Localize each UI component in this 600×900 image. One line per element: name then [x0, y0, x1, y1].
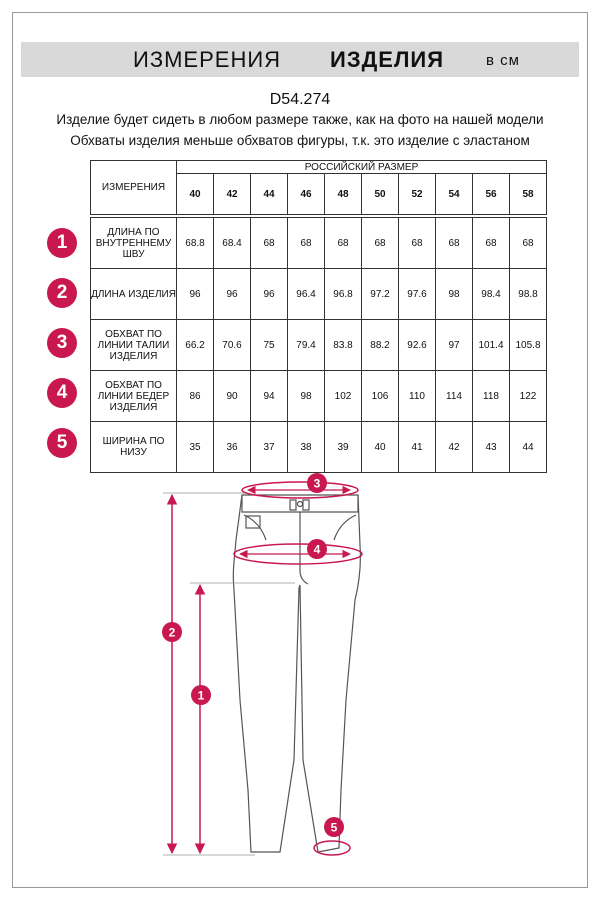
- size-header: 54: [436, 174, 473, 215]
- table-cell: 68: [362, 218, 399, 269]
- size-header: 46: [288, 174, 325, 215]
- table-cell: 86: [177, 371, 214, 422]
- table-cell: 79.4: [288, 320, 325, 371]
- table-cell: 96: [177, 269, 214, 320]
- param-header: ИЗМЕРЕНИЯ: [91, 161, 177, 215]
- table-cell: 68: [251, 218, 288, 269]
- table-cell: 68: [325, 218, 362, 269]
- table-cell: 68.8: [177, 218, 214, 269]
- table-cell: 94: [251, 371, 288, 422]
- table-cell: 98.8: [510, 269, 547, 320]
- diagram-badge-label: 5: [330, 820, 338, 835]
- row-number-badge: 5: [47, 428, 77, 458]
- button: [298, 502, 303, 507]
- measurement-lines: [163, 482, 362, 855]
- table-cell: 83.8: [325, 320, 362, 371]
- size-header: 48: [325, 174, 362, 215]
- table-cell: 37: [251, 422, 288, 473]
- table-cell: 36: [214, 422, 251, 473]
- row-label: ДЛИНА ИЗДЕЛИЯ: [91, 269, 177, 320]
- belt-loop: [303, 500, 309, 510]
- table-cell: 68: [288, 218, 325, 269]
- hem-ellipse: [314, 841, 350, 855]
- title-unit: в см: [486, 52, 520, 69]
- fit-note: Изделие будет сидеть в любом размере также, как на фото на нашей модели: [56, 112, 544, 127]
- table-cell: 38: [288, 422, 325, 473]
- table-cell: 40: [362, 422, 399, 473]
- row-number-badge: 4: [47, 378, 77, 408]
- table-cell: 110: [399, 371, 436, 422]
- size-header: 58: [510, 174, 547, 215]
- row-label: ОБХВАТ ПО ЛИНИИ БЕДЕР ИЗДЕЛИЯ: [91, 371, 177, 422]
- table-cell: 102: [325, 371, 362, 422]
- table-cell: 96: [251, 269, 288, 320]
- table-cell: 101.4: [473, 320, 510, 371]
- table-cell: 66.2: [177, 320, 214, 371]
- table-cell: 44: [510, 422, 547, 473]
- title-measurements: ИЗМЕРЕНИЯ: [133, 47, 282, 72]
- size-group-header: РОССИЙСКИЙ РАЗМЕР: [177, 161, 547, 174]
- row-number-badge: 1: [47, 228, 77, 258]
- table-cell: 98: [436, 269, 473, 320]
- size-header: 42: [214, 174, 251, 215]
- table-cell: 96: [214, 269, 251, 320]
- size-header: 44: [251, 174, 288, 215]
- table-cell: 68: [473, 218, 510, 269]
- table-cell: 97.6: [399, 269, 436, 320]
- size-header: 40: [177, 174, 214, 215]
- row-number-badge: 2: [47, 278, 77, 308]
- row-number-badge: 3: [47, 328, 77, 358]
- diagram-badge-label: 4: [313, 542, 321, 557]
- table-cell: 118: [473, 371, 510, 422]
- table-cell: 68.4: [214, 218, 251, 269]
- table-cell: 75: [251, 320, 288, 371]
- table-cell: 96.4: [288, 269, 325, 320]
- table-cell: 97.2: [362, 269, 399, 320]
- front-pocket-right: [334, 515, 356, 540]
- size-header: 52: [399, 174, 436, 215]
- table-cell: 42: [436, 422, 473, 473]
- table-cell: 122: [510, 371, 547, 422]
- title-item: ИЗДЕЛИЯ: [330, 47, 445, 72]
- table-cell: 88.2: [362, 320, 399, 371]
- table-cell: 97: [436, 320, 473, 371]
- belt-loop: [290, 500, 296, 510]
- row-label: ОБХВАТ ПО ЛИНИИ ТАЛИИ ИЗДЕЛИЯ: [91, 320, 177, 371]
- table-cell: 114: [436, 371, 473, 422]
- table-cell: 35: [177, 422, 214, 473]
- table-cell: 68: [510, 218, 547, 269]
- table-cell: 68: [436, 218, 473, 269]
- table-cell: 98: [288, 371, 325, 422]
- article-number: D54.274: [269, 91, 331, 108]
- table-cell: 39: [325, 422, 362, 473]
- diagram-badge-label: 2: [168, 625, 176, 640]
- table-cell: 92.6: [399, 320, 436, 371]
- fly-seam: [300, 512, 308, 584]
- pants-outline: [233, 495, 360, 852]
- table-cell: 68: [399, 218, 436, 269]
- table-cell: 106: [362, 371, 399, 422]
- table-cell: 90: [214, 371, 251, 422]
- table-cell: 98.4: [473, 269, 510, 320]
- row-label: ШИРИНА ПО НИЗУ: [91, 422, 177, 473]
- size-header: 50: [362, 174, 399, 215]
- elastane-note: Обхваты изделия меньше обхватов фигуры, т.к. это изделие с эластаном: [70, 133, 530, 148]
- table-cell: 96.8: [325, 269, 362, 320]
- diagram-badge-label: 1: [197, 688, 205, 703]
- table-cell: 70.6: [214, 320, 251, 371]
- table-cell: 41: [399, 422, 436, 473]
- table-cell: 105.8: [510, 320, 547, 371]
- size-header: 56: [473, 174, 510, 215]
- row-label: ДЛИНА ПО ВНУТРЕННЕМУ ШВУ: [91, 218, 177, 269]
- diagram-badge-label: 3: [313, 476, 321, 491]
- table-cell: 43: [473, 422, 510, 473]
- pants-silhouette: [233, 495, 360, 852]
